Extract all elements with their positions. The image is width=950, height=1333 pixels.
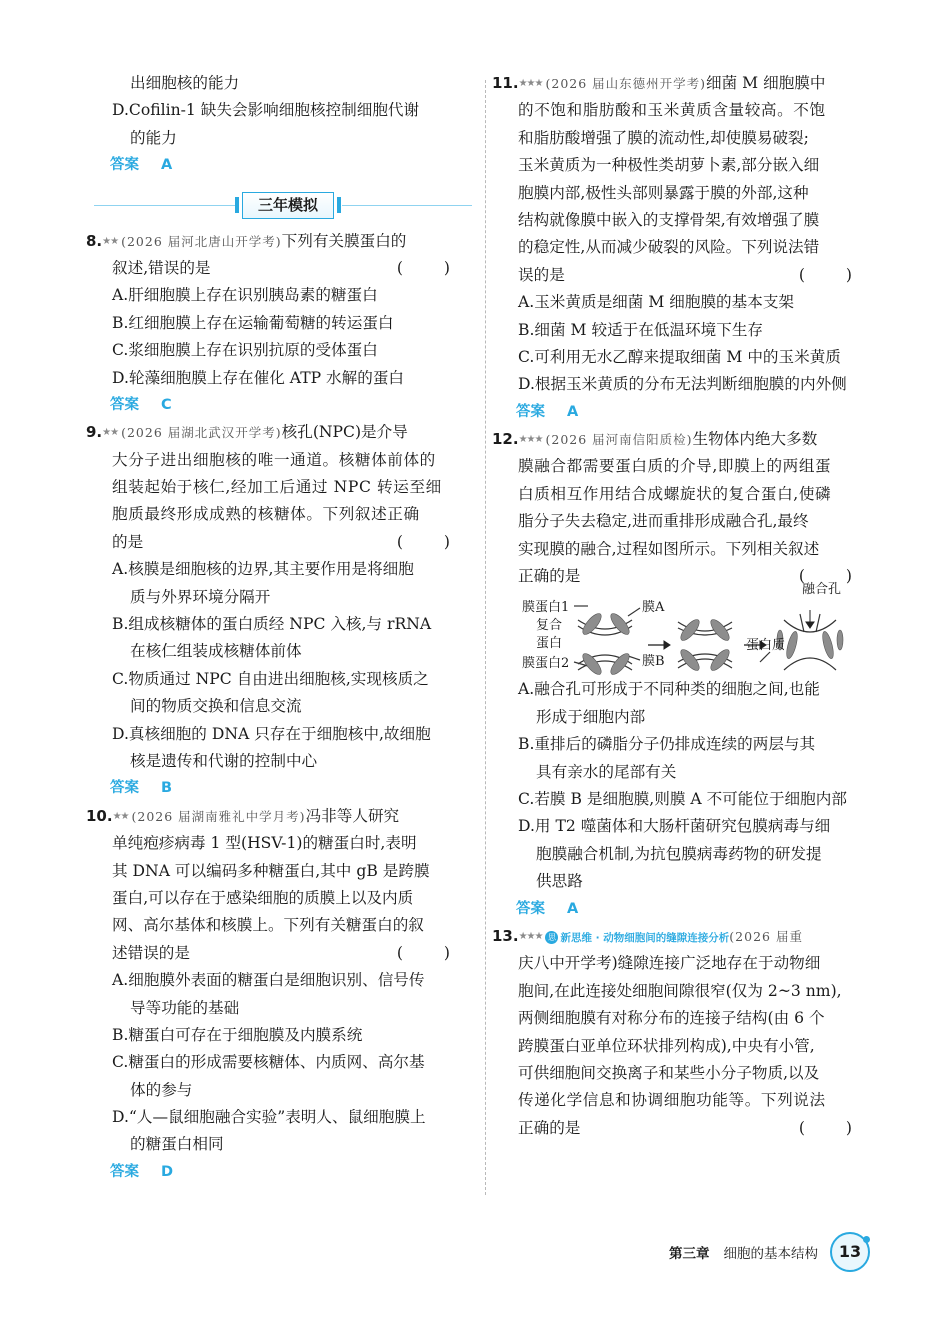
stem-line: 的不饱和脂肪酸和玉米黄质含量较高。不饱 — [518, 101, 826, 120]
stem-line: 玉米黄质为一种极性类胡萝卜素,部分嵌入细 — [518, 156, 820, 175]
stem-line: 组装起始于核仁,经加工后通过 NPC 转运至细 — [112, 478, 442, 497]
stem-text: 冯非等人研究 — [305, 806, 400, 825]
question-source: (2026 届湖南雅礼中学月考) — [131, 808, 306, 824]
option-d-cont: 胞膜融合机制,为抗包膜病毒药物的研发提 — [536, 844, 822, 863]
stem-line — [500, 262, 874, 289]
chapter-title: 细胞的基本结构 — [723, 1246, 818, 1262]
answer-bracket: ( ) — [798, 265, 870, 284]
stem-line: 胞膜内部,极性头部则暴露于膜的外部,这种 — [518, 183, 809, 202]
stem-line — [94, 940, 472, 967]
stem-line — [500, 1115, 874, 1142]
option-c: C.浆细胞膜上存在识别抗原的受体蛋白 — [112, 341, 378, 360]
column-divider — [485, 80, 486, 1195]
stem-text: 生物体内绝大多数 — [692, 430, 818, 449]
figure-label-protein1: 膜蛋白1 — [522, 600, 570, 616]
question-source: (2026 届河南信阳质检) — [545, 432, 693, 448]
answer-label: 答案 — [110, 157, 139, 174]
stem-line: 白质相互作用结合成螺旋状的复合蛋白,使磷 — [518, 484, 832, 503]
stem-line — [94, 255, 472, 282]
option-d-cont: 核是遗传和代谢的控制中心 — [130, 751, 318, 770]
question-number: 11. — [492, 74, 519, 92]
option-b: B.红细胞膜上存在运输葡萄糖的转运蛋白 — [112, 313, 394, 332]
answer-value: A — [567, 403, 579, 420]
stem-line: 单纯疱疹病毒 1 型(HSV-1)的糖蛋白时,表明 — [112, 834, 417, 853]
question-number: 12. — [492, 430, 519, 449]
option-d-line: D.Cofilin-1 缺失会影响细胞核控制细胞代谢 — [112, 101, 420, 120]
option-c-cont: 体的参与 — [130, 1080, 193, 1099]
option-c: C.物质通过 NPC 自由进出细胞核,实现核质之 — [112, 669, 429, 688]
option-a-cont: 导等功能的基础 — [130, 998, 240, 1017]
left-column — [86, 70, 472, 1186]
question-source: (2026 届湖北武汉开学考) — [121, 425, 282, 441]
stem-line: 脂分子失去稳定,进而重排形成融合孔,最终 — [518, 512, 809, 531]
option-a: A.玉米黄质是细菌 M 细胞膜的基本支架 — [518, 293, 795, 312]
answer-label: 答案 — [110, 1163, 139, 1180]
answer-value: B — [161, 780, 173, 797]
option-c: C.糖蛋白的形成需要核糖体、内质网、高尔基 — [112, 1053, 425, 1072]
answer-label: 答案 — [516, 900, 545, 917]
chapter-label: 第三章 — [669, 1246, 710, 1262]
stem-line: 的稳定性,从而减少破裂的风险。下列说法错 — [518, 238, 820, 257]
question-source: (2026 届河北唐山开学考) — [121, 233, 282, 249]
page-footer — [669, 1232, 870, 1272]
question-tag: 新思维 · 动物细胞间的缝隙连接分析 — [560, 931, 730, 944]
option-b: B.细菌 M 较适于在低温环境下生存 — [518, 320, 764, 339]
option-a: A.融合孔可形成于不同种类的细胞之间,也能 — [518, 680, 820, 699]
stem-text: 细菌 M 细胞膜中 — [706, 74, 826, 92]
answer-bracket: ( ) — [798, 1118, 870, 1137]
question-number: 8. — [86, 231, 103, 250]
answer-line — [94, 1159, 472, 1186]
answer-label: 答案 — [516, 403, 545, 420]
option-a: A.肝细胞膜上存在识别胰岛素的糖蛋白 — [112, 286, 378, 305]
answer-line — [500, 896, 874, 923]
figure-label-fusion-pore: 融合孔 — [802, 582, 842, 598]
difficulty-stars-icon: ★★ — [112, 810, 129, 822]
answer-value: D — [161, 1163, 174, 1180]
stem-line: 膜融合都需要蛋白质的介导,即膜上的两组蛋 — [518, 457, 832, 476]
question-source: (2026 届山东德州开学考) — [545, 76, 707, 91]
stem-line: 和脂肪酸增强了膜的流动性,却使膜易破裂; — [518, 128, 809, 147]
stem-text: 误的是 — [518, 265, 565, 284]
figure-label-complex: 复合 — [536, 618, 563, 634]
answer-bracket: ( ) — [396, 532, 468, 551]
figure-label-protein-mass: 蛋白质 — [746, 638, 786, 654]
stem-text: 核孔(NPC)是介导 — [281, 423, 408, 442]
difficulty-stars-icon: ★★★ — [518, 434, 543, 446]
answer-value: A — [567, 900, 579, 917]
figure-label-protein: 蛋白 — [536, 636, 563, 652]
question-source: (2026 届重 — [729, 928, 803, 944]
stem-line: 传递化学信息和协调细胞功能等。下列说法 — [518, 1091, 826, 1110]
stem-line: 其 DNA 可以编码多种糖蛋白,其中 gB 是跨膜 — [112, 861, 430, 880]
question-number: 9. — [86, 423, 103, 442]
question-13-stem — [492, 923, 874, 950]
section-rule-left — [94, 205, 239, 206]
answer-line — [94, 775, 472, 802]
option-b-cont: 在核仁组装成核糖体前体 — [130, 642, 302, 661]
difficulty-stars-icon: ★★★ — [518, 930, 543, 942]
answer-value: C — [161, 396, 172, 413]
answer-bracket: ( ) — [798, 567, 870, 586]
figure-label-protein2: 膜蛋白2 — [522, 656, 570, 672]
stem-text: 下列有关膜蛋白的 — [281, 231, 407, 250]
stem-text: 述错误的是 — [112, 943, 190, 962]
option-d: D.真核细胞的 DNA 只存在于细胞核中,故细胞 — [112, 724, 431, 743]
stem-text: 的是 — [112, 532, 144, 551]
badge-dot-icon — [863, 1236, 870, 1243]
stem-line: 结构就像膜中嵌入的支撑骨架,有效增强了膜 — [518, 210, 820, 229]
stem-line: 蛋白,可以存在于感染细胞的质膜上以及内质 — [112, 888, 414, 907]
option-b: B.重排后的磷脂分子仍排成连续的两层与其 — [518, 735, 816, 754]
section-title: 三年模拟 — [242, 192, 334, 219]
section-header — [94, 188, 472, 224]
stem-line: 实现膜的融合,过程如图所示。下列相关叙述 — [518, 539, 820, 558]
option-a: A.细胞膜外表面的糖蛋白是细胞识别、信号传 — [112, 971, 425, 990]
difficulty-stars-icon: ★★ — [102, 427, 119, 439]
option-c: C.若膜 B 是细胞膜,则膜 A 不可能位于细胞内部 — [518, 789, 847, 808]
option-c-cont: 间的物质交换和信息交流 — [130, 697, 302, 716]
stem-line: 网、高尔基体和核膜上。下列有关糖蛋白的叙 — [112, 916, 424, 935]
answer-line — [500, 399, 874, 426]
stem-line: 可供细胞间交换离子和某些小分子物质,以及 — [518, 1063, 820, 1082]
stem-line: 跨膜蛋白亚单位环状排列构成),中央有小管, — [518, 1036, 815, 1055]
question-9-stem — [86, 419, 472, 446]
stem-line: 大分子进出细胞核的唯一通道。核糖体前体的 — [112, 450, 436, 469]
question-12-stem — [492, 426, 874, 453]
question-number: 10. — [86, 806, 113, 825]
section-rule-right — [342, 205, 472, 206]
question-10-stem — [86, 803, 472, 830]
stem-line: 胞间,在此连接处细胞间隙很窄(仅为 2~3 nm), — [518, 981, 842, 1000]
answer-value: A — [161, 157, 173, 174]
option-a-cont: 形成于细胞内部 — [536, 707, 646, 726]
stem-line: 庆八中开学考)缝隙连接广泛地存在于动物细 — [518, 954, 821, 973]
stem-text: 正确的是 — [518, 1118, 581, 1137]
answer-label: 答案 — [110, 396, 139, 413]
page-number-badge — [830, 1232, 870, 1272]
option-a: A.核膜是细胞核的边界,其主要作用是将细胞 — [112, 560, 414, 579]
text-line: 出细胞核的能力 — [130, 74, 240, 92]
text-line: 的能力 — [130, 128, 177, 147]
answer-bracket: ( ) — [396, 258, 468, 277]
new-thinking-icon: 思 — [545, 931, 558, 944]
membrane-fusion-figure — [500, 582, 874, 676]
question-8-stem — [86, 228, 472, 255]
answer-line — [94, 392, 472, 419]
answer-line — [94, 152, 472, 179]
option-c: C.可利用无水乙醇来提取细菌 M 中的玉米黄质 — [518, 347, 841, 366]
option-b-cont: 具有亲水的尾部有关 — [536, 762, 677, 781]
option-b: B.组成核糖体的蛋白质经 NPC 入核,与 rRNA — [112, 615, 432, 634]
option-d-cont: 供思路 — [536, 872, 583, 891]
question-11-stem — [492, 70, 874, 97]
option-d: D.“人—鼠细胞融合实验”表明人、鼠细胞膜上 — [112, 1108, 426, 1127]
answer-label: 答案 — [110, 780, 139, 797]
figure-label-membrane-b: 膜B — [642, 654, 665, 670]
stem-line: 两侧细胞膜有对称分布的连接子结构(由 6 个 — [518, 1009, 825, 1028]
answer-bracket: ( ) — [396, 943, 468, 962]
option-a-cont: 质与外界环境分隔开 — [130, 587, 271, 606]
stem-text: 正确的是 — [518, 567, 581, 586]
difficulty-stars-icon: ★★ — [102, 235, 119, 247]
option-d: D.用 T2 噬菌体和大肠杆菌研究包膜病毒与细 — [518, 817, 831, 836]
stem-text: 叙述,错误的是 — [112, 258, 211, 277]
option-d: D.根据玉米黄质的分布无法判断细胞膜的内外侧 — [518, 375, 847, 394]
right-column — [492, 70, 874, 1142]
option-b: B.糖蛋白可存在于细胞膜及内膜系统 — [112, 1025, 363, 1044]
difficulty-stars-icon: ★★★ — [518, 78, 543, 89]
page-number: 13 — [838, 1242, 862, 1261]
figure-label-membrane-a: 膜A — [642, 600, 665, 616]
option-d-cont: 的糖蛋白相同 — [130, 1135, 224, 1154]
stem-line: 胞质最终形成成熟的核糖体。下列叙述正确 — [112, 505, 420, 524]
question-number: 13. — [492, 926, 519, 945]
stem-line — [94, 529, 472, 556]
option-d: D.轮藻细胞膜上存在催化 ATP 水解的蛋白 — [112, 368, 405, 387]
